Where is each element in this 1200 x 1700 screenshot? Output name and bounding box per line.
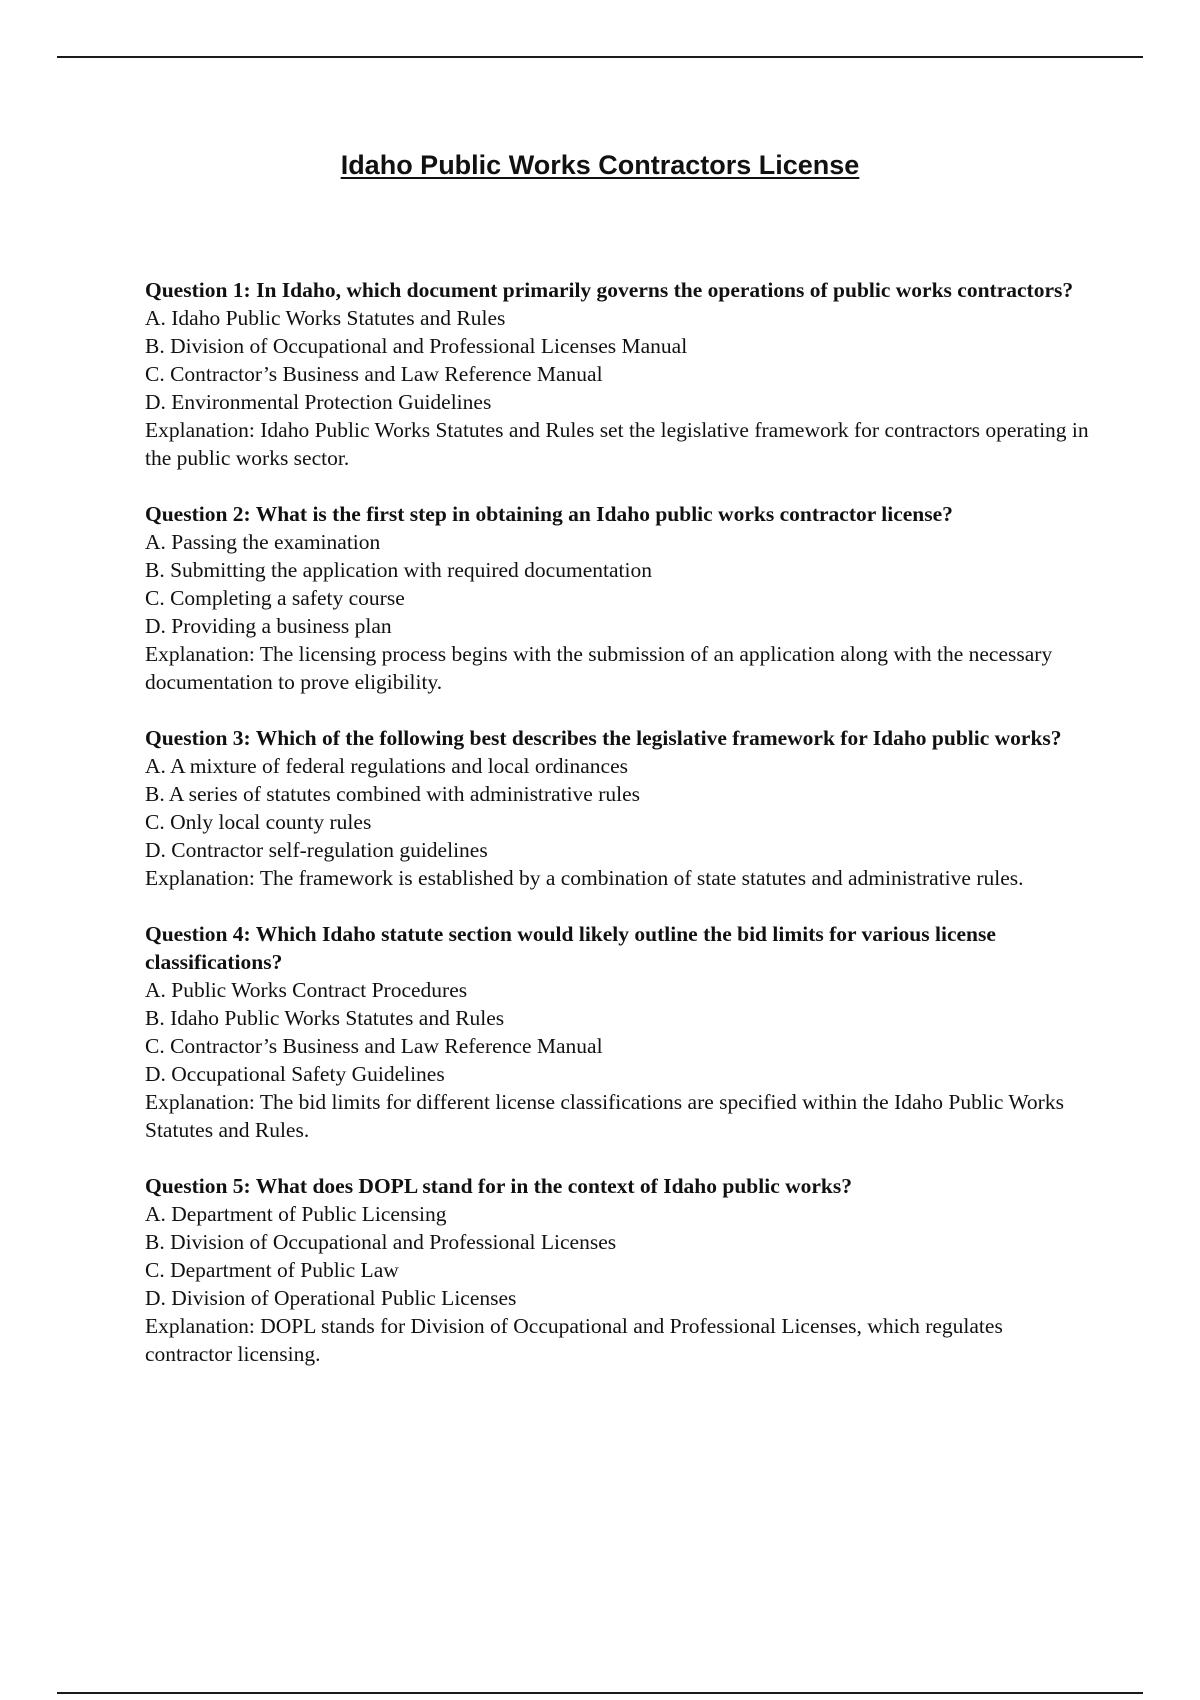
question-text: Question 3: Which of the following best describes the legislative framework for Idaho public works?	[145, 726, 1062, 750]
top-rule	[57, 56, 1143, 58]
option-a: A. Department of Public Licensing	[145, 1202, 447, 1226]
option-c: C. Completing a safety course	[145, 586, 405, 610]
option-c: C. Only local county rules	[145, 810, 372, 834]
question-block	[145, 276, 1090, 472]
option-a: A. Idaho Public Works Statutes and Rules	[145, 306, 506, 330]
option-list	[145, 1200, 1090, 1312]
option-d: D. Occupational Safety Guidelines	[145, 1062, 445, 1086]
question-block	[145, 724, 1090, 892]
question-list	[145, 276, 1090, 1396]
option-list	[145, 752, 1090, 864]
question-text: Question 1: In Idaho, which document primarily governs the operations of public works contractors?	[145, 278, 1074, 302]
explanation-text: Explanation: The bid limits for different license classifications are specified within the Idaho Public Works Statutes and Rules.	[145, 1090, 1064, 1142]
option-list	[145, 304, 1090, 416]
question-text: Question 2: What is the first step in obtaining an Idaho public works contractor license?	[145, 502, 953, 526]
option-d: D. Environmental Protection Guidelines	[145, 390, 492, 414]
question-text: Question 4: Which Idaho statute section would likely outline the bid limits for various license classifications?	[145, 922, 996, 974]
option-c: C. Contractor’s Business and Law Reference Manual	[145, 362, 603, 386]
option-b: B. Division of Occupational and Professional Licenses Manual	[145, 334, 688, 358]
option-a: A. Public Works Contract Procedures	[145, 978, 468, 1002]
option-b: B. Division of Occupational and Professional Licenses	[145, 1230, 617, 1254]
option-d: D. Contractor self-regulation guidelines	[145, 838, 488, 862]
question-block	[145, 920, 1090, 1144]
document-title: Idaho Public Works Contractors License	[340, 150, 860, 180]
option-c: C. Department of Public Law	[145, 1258, 399, 1282]
bottom-rule	[57, 1692, 1143, 1694]
question-text: Question 5: What does DOPL stand for in the context of Idaho public works?	[145, 1174, 853, 1198]
question-block	[145, 1172, 1090, 1368]
option-d: D. Division of Operational Public Licenses	[145, 1286, 517, 1310]
option-d: D. Providing a business plan	[145, 614, 392, 638]
explanation-text: Explanation: DOPL stands for Division of Occupational and Professional Licenses, which regulates contractor licensing.	[145, 1314, 1003, 1366]
option-a: A. Passing the examination	[145, 530, 381, 554]
explanation-text: Explanation: Idaho Public Works Statutes and Rules set the legislative framework for contractors operating in the public works sector.	[145, 418, 1089, 470]
option-a: A. A mixture of federal regulations and local ordinances	[145, 754, 628, 778]
explanation-text: Explanation: The framework is established by a combination of state statutes and administrative rules.	[145, 866, 1024, 890]
option-b: B. Idaho Public Works Statutes and Rules	[145, 1006, 505, 1030]
option-c: C. Contractor’s Business and Law Reference Manual	[145, 1034, 603, 1058]
question-block	[145, 500, 1090, 696]
explanation-text: Explanation: The licensing process begins with the submission of an application along with the necessary documentation to prove eligibility.	[145, 642, 1053, 694]
option-b: B. A series of statutes combined with administrative rules	[145, 782, 641, 806]
option-b: B. Submitting the application with required documentation	[145, 558, 652, 582]
option-list	[145, 976, 1090, 1088]
option-list	[145, 528, 1090, 640]
